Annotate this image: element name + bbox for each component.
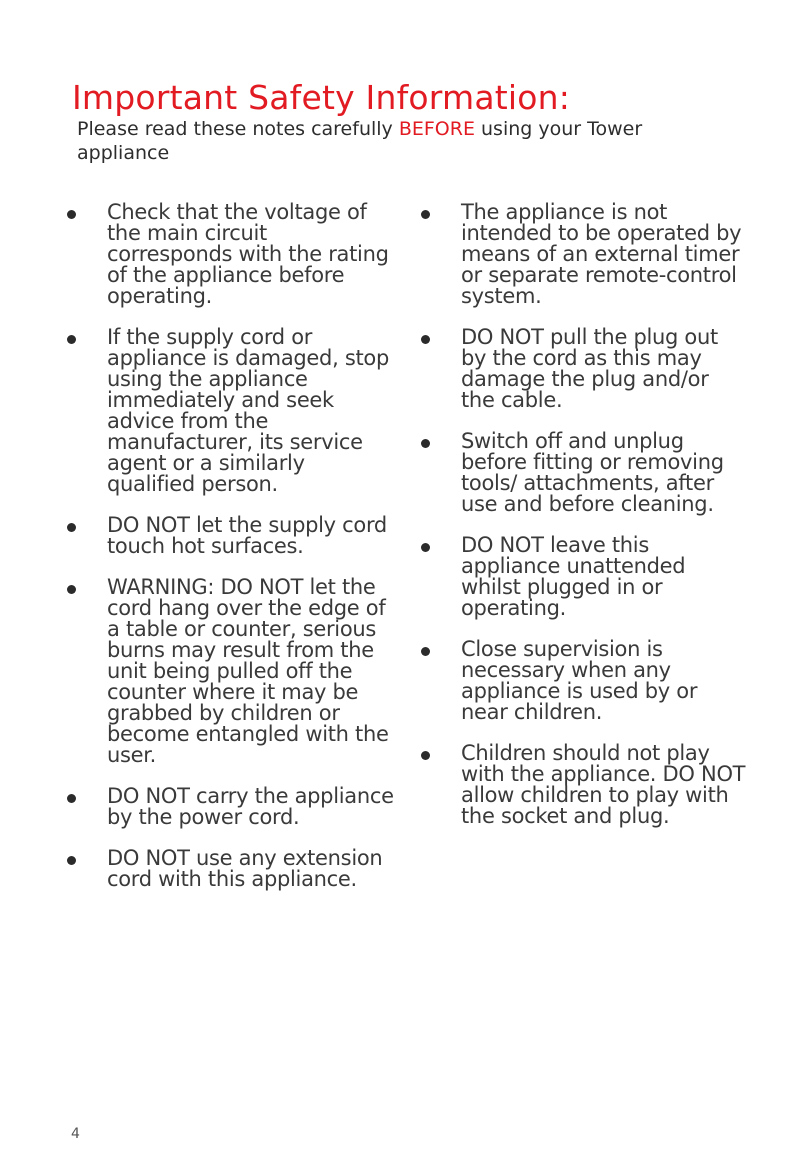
list-item-text: DO NOT use any extension cord with this appliance.	[107, 846, 383, 891]
list-item	[418, 535, 748, 619]
list-item-text: Children should not play with the appliance. DO NOT allow children to play with the socket and plug.	[461, 741, 746, 828]
list-item	[64, 515, 394, 557]
bullet-icon	[67, 210, 76, 219]
list-item	[418, 639, 748, 723]
bullet-icon	[421, 439, 430, 448]
list-item	[64, 577, 394, 766]
list-item-text: Check that the voltage of the main circuit corresponds with the rating of the appliance before operating.	[107, 200, 389, 308]
list-item-text: Switch off and unplug before fitting or removing tools/ attachments, after use and before cleaning.	[461, 429, 724, 516]
intro-highlight: BEFORE	[398, 118, 475, 140]
safety-list-right	[418, 202, 748, 847]
list-item-text: Close supervision is necessary when any appliance is used by or near children.	[461, 637, 698, 724]
page-number: 4	[71, 1126, 80, 1142]
bullet-icon	[421, 335, 430, 344]
list-item-text: DO NOT leave this appliance unattended whilst plugged in or operating.	[461, 533, 686, 620]
bullet-icon	[67, 335, 76, 344]
intro-note	[77, 117, 717, 165]
list-item	[418, 202, 748, 307]
list-item-text: DO NOT carry the appliance by the power cord.	[107, 784, 394, 829]
list-item	[64, 848, 394, 890]
safety-list-left	[64, 202, 394, 910]
intro-text: Please read these notes carefully	[77, 118, 399, 140]
list-item	[418, 327, 748, 411]
bullet-icon	[421, 210, 430, 219]
bullet-icon	[67, 794, 76, 803]
list-item-text: If the supply cord or appliance is damaged, stop using the appliance immediately and seek advice from the manufacturer, its service agent or a similarly qualified person.	[107, 325, 389, 496]
page-title: Important Safety Information:	[72, 78, 571, 118]
bullet-icon	[67, 856, 76, 865]
bullet-icon	[421, 543, 430, 552]
bullet-icon	[67, 523, 76, 532]
bullet-icon	[421, 647, 430, 656]
list-item-text: The appliance is not intended to be operated by means of an external timer or separate remote-control system.	[461, 200, 742, 308]
bullet-icon	[421, 751, 430, 760]
list-item	[64, 786, 394, 828]
list-item-text: DO NOT pull the plug out by the cord as this may damage the plug and/or the cable.	[461, 325, 718, 412]
bullet-icon	[67, 585, 76, 594]
list-item	[64, 327, 394, 495]
list-item-text: WARNING: DO NOT let the cord hang over the edge of a table or counter, serious burns may result from the unit being pulled off the counter where it may be grabbed by children or become entangled with the user.	[107, 575, 389, 767]
list-item	[418, 431, 748, 515]
list-item-text: DO NOT let the supply cord touch hot surfaces.	[107, 513, 387, 558]
intro-text-end: using your Tower appliance	[77, 118, 643, 164]
list-item	[64, 202, 394, 307]
list-item	[418, 743, 748, 827]
